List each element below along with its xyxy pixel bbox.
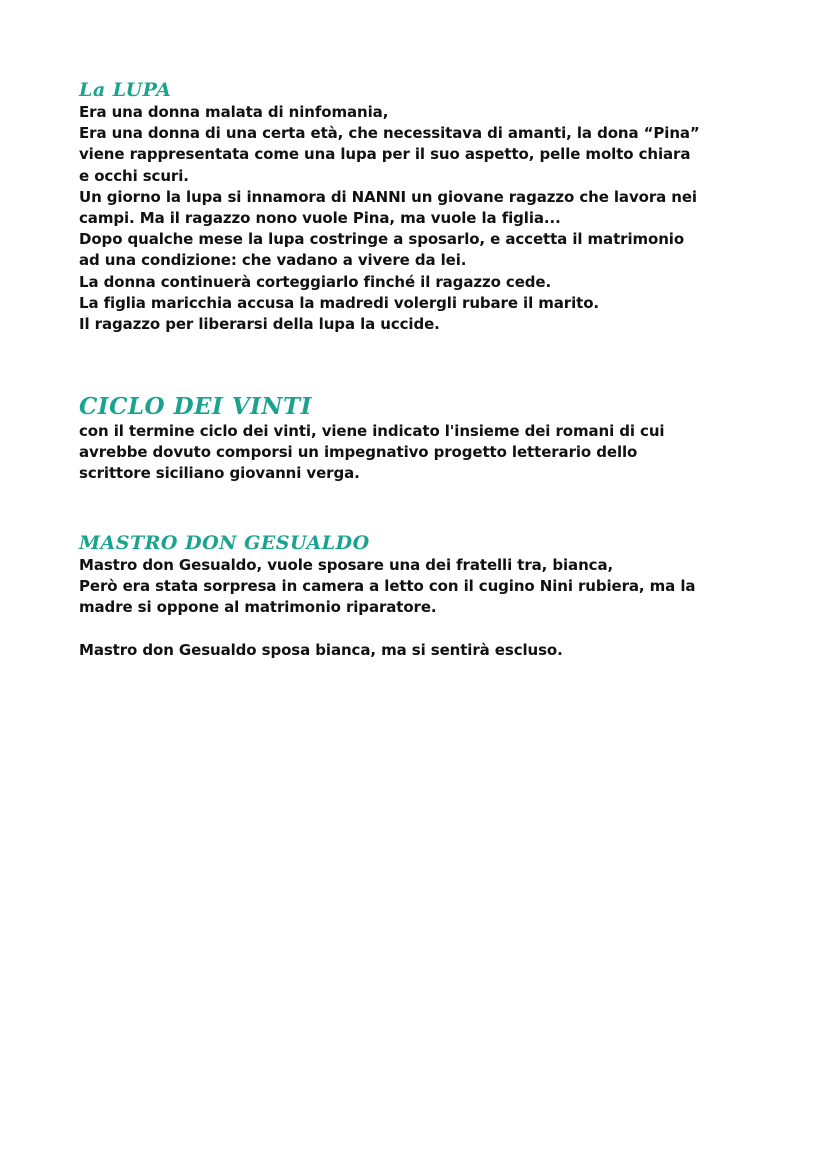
section-body-ciclo-dei-vinti (79, 421, 779, 485)
section-body-mastro-don-gesualdo (79, 555, 779, 661)
text-line: Era una donna di una certa età, che necessitava di amanti, la dona “Pina” (79, 124, 700, 143)
section-heading-mastro-don-gesualdo: MASTRO DON GESUALDO (79, 532, 370, 554)
text-line: La donna continuerà corteggiarlo finché il ragazzo cede. (79, 272, 552, 291)
text-line: avrebbe dovuto comporsi un impegnativo progetto letterario dello (79, 443, 638, 462)
section-ciclo-dei-vinti (79, 393, 779, 485)
blank-line (79, 619, 779, 640)
text-line: campi. Ma il ragazzo nono vuole Pina, ma vuole la figlia... (79, 209, 561, 228)
text-line: e occhi scuri. (79, 166, 189, 185)
text-line: Il ragazzo per liberarsi della lupa la uccide. (79, 315, 440, 334)
section-heading-ciclo-dei-vinti: CICLO DEI VINTI (79, 393, 312, 420)
text-line: madre si oppone al matrimonio riparatore. (79, 598, 437, 617)
text-line: La figlia maricchia accusa la madredi volergli rubare il marito. (79, 293, 600, 312)
text-line: con il termine ciclo dei vinti, viene indicato l'insieme dei romani di cui (79, 422, 665, 440)
text-line: Mastro don Gesualdo, vuole sposare una dei fratelli tra, bianca, (79, 556, 614, 574)
text-line: Era una donna malata di ninfomania, (79, 103, 389, 121)
text-line: Un giorno la lupa si innamora di NANNI un giovane ragazzo che lavora nei (79, 187, 697, 206)
text-line: scrittore siciliano giovanni verga. (79, 464, 360, 483)
text-line: ad una condizione: che vadano a vivere da lei. (79, 251, 467, 270)
section-mastro-don-gesualdo (79, 531, 779, 661)
section-body-la-lupa (79, 102, 779, 335)
section-la-lupa (79, 78, 779, 335)
text-line: Mastro don Gesualdo sposa bianca, ma si sentirà escluso. (79, 640, 563, 659)
text-line: viene rappresentata come una lupa per il suo aspetto, pelle molto chiara (79, 145, 691, 164)
text-line: Dopo qualche mese la lupa costringe a sposarlo, e accetta il matrimonio (79, 230, 685, 249)
section-heading-la-lupa: La LUPA (79, 79, 172, 101)
text-line: Però era stata sorpresa in camera a letto con il cugino Nini rubiera, ma la (79, 577, 696, 596)
